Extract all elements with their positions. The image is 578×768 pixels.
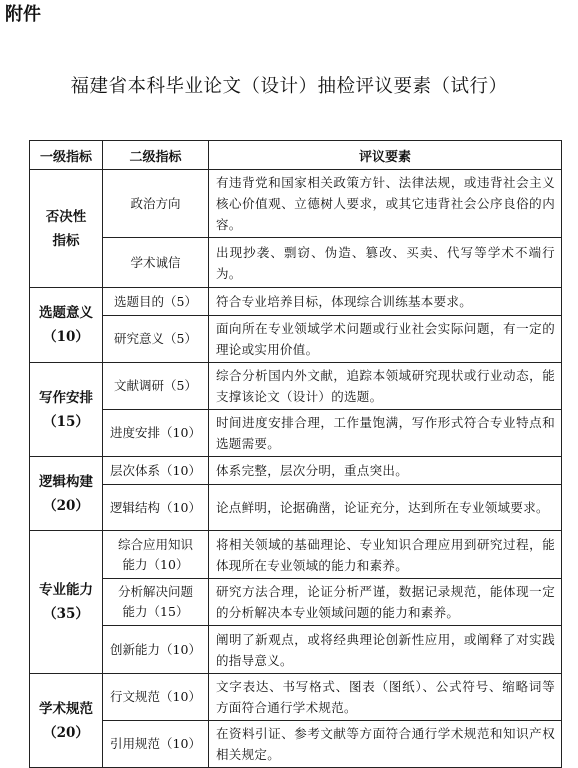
level1-cell (30, 288, 103, 363)
criteria-cell: 体系完整，层次分明，重点突出。 (209, 457, 562, 485)
level1-label: 专业能力 (39, 582, 93, 598)
criteria-cell: 出现抄袭、剽窃、伪造、篡改、买卖、代写等学术不端行为。 (209, 238, 562, 288)
level2-label: 创新能力（10） (110, 641, 201, 657)
level2-label: 选题目的（5） (114, 293, 197, 309)
level2-label: 能力（15） (122, 604, 189, 619)
level1-label: （20） (43, 497, 89, 514)
criteria-cell: 有违背党和国家相关政策方针、法律法规，或违背社会主义核心价值观、立德树人要求，或其它违背社会公序良俗的内容。 (209, 170, 562, 238)
table-row (30, 170, 562, 238)
level1-label: （20） (43, 724, 89, 741)
level1-cell (30, 674, 103, 768)
level1-cell (30, 363, 103, 457)
level1-label: 指标 (52, 232, 80, 249)
level1-label: （10） (43, 329, 89, 345)
level1-label: 否决性 (45, 208, 87, 225)
criteria-cell: 符合专业培养目标，体现综合训练基本要求。 (209, 288, 562, 316)
level2-label: 文献调研（5） (114, 378, 197, 393)
level2-label: 引用规范（10） (110, 736, 201, 751)
document-title: 福建省本科毕业论文（设计）抽检评议要素（试行） (70, 76, 508, 97)
criteria-cell: 研究方法合理，论证分析严谨，数据记录规范，能体现一定的分析解决本专业领域问题的能力和素养。 (209, 579, 562, 626)
level2-label: 综合应用知识 (117, 536, 193, 552)
level2-cell (103, 485, 209, 531)
level2-cell (103, 457, 209, 485)
level2-cell (103, 721, 209, 768)
level2-cell (103, 579, 209, 626)
table-row (30, 238, 562, 288)
criteria-cell: 面向所在专业领域学术问题或行业社会实际问题，有一定的理论或实用价值。 (209, 316, 562, 363)
criteria-cell: 综合分析国内外文献，追踪本领域研究现状或行业动态，能支撑该论文（设计）的选题。 (209, 363, 562, 410)
level1-cell (30, 170, 103, 288)
level2-label: 行文规范（10） (110, 689, 201, 704)
level2-label: 层次体系（10） (110, 462, 201, 478)
table-row (30, 626, 562, 674)
criteria-cell: 时间进度安排合理，工作量饱满，写作形式符合专业特点和选题需要。 (209, 410, 562, 457)
level1-cell (30, 531, 103, 674)
level2-label: 分析解决问题 (117, 584, 193, 599)
level2-label: 逻辑结构（10） (110, 499, 201, 515)
level2-cell (103, 288, 209, 316)
header-level1: 一级指标 (30, 141, 103, 170)
table-row (30, 410, 562, 457)
criteria-cell: 将相关领域的基础理论、专业知识合理应用到研究过程，能体现所在专业领域的能力和素养。 (209, 531, 562, 579)
level2-cell (103, 316, 209, 363)
table-row (30, 316, 562, 363)
criteria-cell: 在资料引证、参考文献等方面符合通行学术规范和知识产权相关规定。 (209, 721, 562, 768)
criteria-cell: 文字表达、书写格式、图表（图纸）、公式符号、缩略词等方面符合通行学术规范。 (209, 674, 562, 721)
level1-label: 学术规范 (39, 700, 93, 717)
level1-label: 写作安排 (39, 389, 93, 406)
table-row (30, 288, 562, 316)
level2-label: 能力（10） (122, 556, 189, 572)
level2-cell (103, 626, 209, 674)
table-row (30, 457, 562, 485)
table-row (30, 579, 562, 626)
header-criteria: 评议要素 (209, 141, 562, 170)
level2-cell (103, 531, 209, 579)
table-row (30, 485, 562, 531)
level1-label: （35） (43, 606, 89, 622)
level2-cell (103, 170, 209, 238)
header-level2: 二级指标 (103, 141, 209, 170)
level2-label: 研究意义（5） (114, 331, 197, 346)
level2-cell (103, 238, 209, 288)
table-row (30, 531, 562, 579)
table-header-row (30, 141, 562, 170)
table-row (30, 674, 562, 721)
evaluation-table (29, 140, 562, 768)
criteria-cell: 阐明了新观点，或将经典理论创新性应用，或阐释了对实践的指导意义。 (209, 626, 562, 674)
table-row (30, 721, 562, 768)
level1-cell (30, 457, 103, 531)
table-row (30, 363, 562, 410)
level1-label: （15） (43, 413, 89, 430)
level2-label: 学术诚信 (130, 254, 181, 270)
level2-cell (103, 674, 209, 721)
level2-label: 政治方向 (130, 195, 181, 211)
criteria-cell: 论点鲜明，论据确凿，论证充分，达到所在专业领域要求。 (209, 485, 562, 531)
level1-label: 逻辑构建 (39, 473, 93, 490)
level2-cell (103, 410, 209, 457)
level1-label: 选题意义 (39, 305, 93, 321)
attachment-label: 附件 (5, 4, 41, 25)
level2-cell (103, 363, 209, 410)
level2-label: 进度安排（10） (110, 425, 201, 440)
